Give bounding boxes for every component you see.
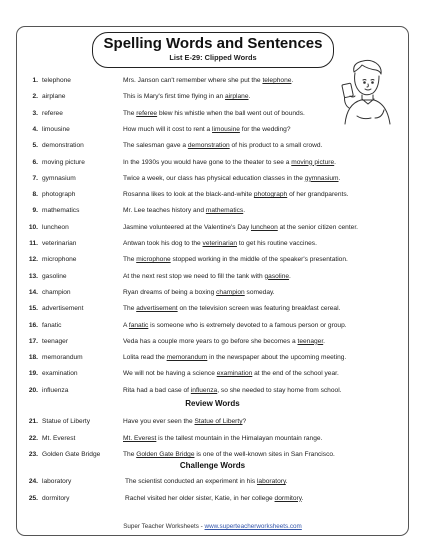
word-number: 1. (32, 77, 38, 84)
word-row (0, 255, 425, 265)
example-sentence (123, 109, 305, 119)
underlined-word: Golden Gate Bridge (136, 451, 195, 458)
word-number: 9. (32, 207, 38, 215)
spelling-word: laboratory (42, 478, 72, 485)
spelling-word: demonstration (42, 142, 84, 150)
underlined-word: microphone (136, 256, 171, 264)
example-sentence (125, 477, 288, 487)
word-row (0, 272, 425, 282)
underlined-word: mathematics (205, 207, 244, 215)
page-title: Spelling Words and Sentences (103, 35, 323, 52)
sentence-end: ? (242, 418, 247, 425)
underlined-word: referee (136, 109, 158, 117)
word-number: 22. (28, 434, 38, 442)
word-row (0, 125, 425, 135)
spelling-word: moving picture (42, 158, 85, 166)
sentence-start: This is Mary's first time flying in an (123, 93, 226, 101)
sentence-start: Rosanna likes to look at the black-and-white (123, 191, 254, 199)
word-row (0, 417, 425, 427)
sentence-start: Rachel visited her older sister, Katie, in her college (125, 494, 275, 502)
sentence-end: . (291, 77, 294, 84)
underlined-word: examination (216, 370, 253, 378)
spelling-word: limousine (42, 125, 70, 133)
example-sentence (123, 206, 245, 216)
word-number: 10. (28, 223, 38, 231)
sentence-start: Antwan took his dog to the (123, 240, 203, 247)
word-number: 24. (28, 478, 38, 485)
spelling-word: gasoline (42, 272, 67, 280)
spelling-word: memorandum (42, 354, 83, 362)
spelling-word: mathematics (42, 207, 80, 215)
footer-link[interactable]: www.superteacherworksheets.com (204, 523, 302, 530)
word-number: 19. (28, 370, 38, 378)
sentence-end: , so she needed to stay home from school. (217, 386, 342, 394)
example-sentence (123, 386, 342, 396)
word-row (0, 494, 425, 504)
spelling-word: influenza (42, 386, 69, 394)
sentence-start: The (123, 256, 137, 264)
word-row (0, 174, 425, 184)
review-heading: Review Words (185, 399, 240, 408)
example-sentence (123, 92, 250, 102)
word-row (0, 434, 425, 444)
sentence-start: The salesman gave a (123, 142, 188, 150)
sentence-start: How much will it cost to rent a (123, 125, 213, 133)
word-row (0, 206, 425, 216)
example-sentence (123, 141, 322, 151)
word-number: 11. (29, 240, 38, 247)
sentence-end: . (301, 494, 304, 502)
spelling-word: advertisement (42, 305, 84, 313)
example-sentence (123, 174, 340, 184)
word-number: 7. (32, 174, 38, 182)
sentence-start: Twice a week, our class has physical education classes in the (123, 174, 305, 182)
underlined-word: fanatic (128, 321, 149, 329)
spelling-word: Golden Gate Bridge (42, 451, 101, 458)
word-number: 14. (28, 288, 38, 296)
word-number: 8. (32, 191, 38, 199)
example-sentence (123, 125, 291, 135)
spelling-word: examination (42, 370, 78, 378)
underlined-word: teenager (297, 337, 324, 345)
sentence-start: The (123, 109, 137, 117)
word-row (0, 477, 425, 487)
sentence-end: . (323, 337, 325, 345)
word-row (0, 337, 425, 347)
word-number: 17. (28, 337, 38, 345)
underlined-word: demonstration (187, 142, 230, 150)
example-sentence (123, 304, 340, 314)
sentence-end: is someone who is extremely devoted to a famous person or group. (148, 321, 347, 329)
word-row (0, 141, 425, 151)
word-number: 6. (32, 158, 38, 166)
word-number: 21. (28, 418, 38, 425)
sentence-end: . (334, 158, 336, 166)
example-sentence (123, 288, 275, 298)
spelling-word: referee (42, 109, 63, 117)
underlined-word: photograph (253, 191, 288, 199)
challenge-heading: Challenge Words (179, 461, 246, 470)
underlined-word: advertisement (136, 305, 178, 313)
underlined-word: champion (216, 288, 245, 296)
word-number: 18. (28, 354, 38, 362)
example-sentence (123, 337, 325, 347)
underlined-word: veterinarian (202, 240, 237, 247)
word-number: 12. (28, 256, 38, 264)
underlined-word: limousine (212, 125, 240, 133)
word-row (0, 369, 425, 379)
word-row (0, 321, 425, 331)
spelling-word: Mt. Everest (42, 434, 76, 442)
example-sentence (123, 450, 335, 460)
word-row (0, 353, 425, 363)
example-sentence (123, 272, 291, 282)
sentence-end: at the senior citizen center. (277, 223, 359, 231)
word-row (0, 223, 425, 233)
underlined-word: gymnasium (304, 174, 339, 182)
sentence-start: Jasmine volunteered at the Valentine's Day (123, 223, 251, 231)
spelling-word: Statue of Liberty (42, 418, 91, 425)
sentence-end: in the newspaper about the upcoming meeting. (207, 354, 347, 362)
title-box (92, 32, 334, 68)
sentence-start: Ryan dreams of being a boxing (123, 288, 217, 296)
word-row (0, 109, 425, 119)
example-sentence (123, 190, 348, 200)
word-number: 13. (28, 272, 38, 280)
word-row (0, 239, 425, 249)
word-number: 3. (32, 109, 38, 117)
sentence-start: We will not be having a science (123, 370, 217, 378)
sentence-end: . (285, 478, 288, 485)
underlined-word: laboratory (256, 478, 286, 485)
underlined-word: airplane (225, 93, 249, 101)
spelling-word: airplane (42, 93, 66, 101)
word-number: 4. (32, 125, 38, 133)
underlined-word: moving picture (291, 158, 335, 166)
example-sentence (123, 417, 246, 427)
underlined-word: luncheon (250, 223, 278, 231)
sentence-end: is one of the well-known sites in San Francisco. (194, 451, 335, 458)
sentence-end: . (289, 272, 291, 280)
sentence-end: of his product to a small crowd. (229, 142, 323, 150)
underlined-word: memorandum (166, 354, 208, 362)
sentence-start: Lolita read the (123, 354, 167, 362)
word-number: 15. (28, 305, 38, 313)
sentence-end: . (243, 207, 246, 215)
underlined-word: gasoline (264, 272, 290, 280)
underlined-word: telephone (262, 77, 292, 84)
word-row (0, 190, 425, 200)
word-row (0, 288, 425, 298)
sentence-start: Rita had a bad case of (123, 386, 191, 394)
example-sentence (123, 158, 336, 168)
sentence-start: The (123, 451, 137, 458)
example-sentence (123, 239, 317, 249)
spelling-word: teenager (42, 337, 69, 345)
word-number: 16. (28, 321, 38, 329)
underlined-word: influenza (190, 386, 218, 394)
sentence-start: Veda has a couple more years to go before she becomes a (123, 337, 298, 345)
spelling-word: photograph (42, 191, 76, 199)
example-sentence (123, 255, 348, 265)
sentence-end: is the tallest mountain in the Himalayan mountain range. (156, 434, 323, 442)
sentence-end: . (248, 93, 251, 101)
sentence-end: stopped working in the middle of the speaker's presentation. (170, 256, 348, 264)
example-sentence (123, 76, 293, 86)
word-number: 25. (28, 494, 38, 502)
footer-text: Super Teacher Worksheets - (123, 523, 205, 530)
spelling-word: microphone (42, 256, 77, 264)
sentence-start: Mr. Lee teaches history and (123, 207, 206, 215)
example-sentence (123, 321, 347, 331)
spelling-word: gymnasium (42, 174, 76, 182)
sentence-start: The (123, 305, 137, 313)
example-sentence (125, 494, 303, 504)
underlined-word: dormitory (274, 494, 302, 502)
sentence-end: someday. (244, 288, 275, 296)
word-row (0, 158, 425, 168)
underlined-word: Mt. Everest (123, 434, 157, 442)
sentence-start: In the 1930s you would have gone to the theater to see a (123, 158, 292, 166)
sentence-start: Have you ever seen the (123, 418, 195, 425)
word-row (0, 450, 425, 460)
spelling-word: champion (42, 288, 71, 296)
page-subtitle: List E-29: Clipped Words (169, 53, 257, 62)
sentence-end: of her grandparents. (287, 191, 349, 199)
sentence-start: At the next rest stop we need to fill the tank with (123, 272, 265, 280)
word-row (0, 92, 425, 102)
example-sentence (123, 223, 358, 233)
sentence-end: at the end of the school year. (252, 370, 339, 378)
footer (0, 523, 425, 530)
sentence-end: blew his whistle when the ball went out of bounds. (157, 109, 305, 117)
spelling-word: dormitory (42, 494, 70, 502)
sentence-start: Mrs. Janson can't remember where she put the (123, 77, 263, 84)
example-sentence (123, 353, 346, 363)
spelling-word: luncheon (42, 223, 69, 231)
word-number: 23. (28, 451, 38, 458)
underlined-word: Statue of Liberty (194, 418, 243, 425)
word-row (0, 76, 425, 86)
word-row (0, 386, 425, 396)
word-row (0, 304, 425, 314)
example-sentence (123, 434, 322, 444)
word-number: 5. (32, 142, 38, 150)
spelling-word: fanatic (42, 321, 62, 329)
sentence-end: . (338, 174, 341, 182)
sentence-end: for the wedding? (239, 125, 291, 133)
spelling-word: veterinarian (42, 240, 77, 247)
word-number: 20. (28, 386, 38, 394)
sentence-end: to get his routine vaccines. (237, 240, 317, 247)
sentence-start: The scientist conducted an experiment in his (125, 478, 257, 485)
sentence-start: A (123, 321, 129, 329)
spelling-word: telephone (42, 77, 71, 84)
word-number: 2. (32, 93, 38, 101)
sentence-end: on the television screen was featuring breakfast cereal. (177, 305, 341, 313)
example-sentence (123, 369, 339, 379)
